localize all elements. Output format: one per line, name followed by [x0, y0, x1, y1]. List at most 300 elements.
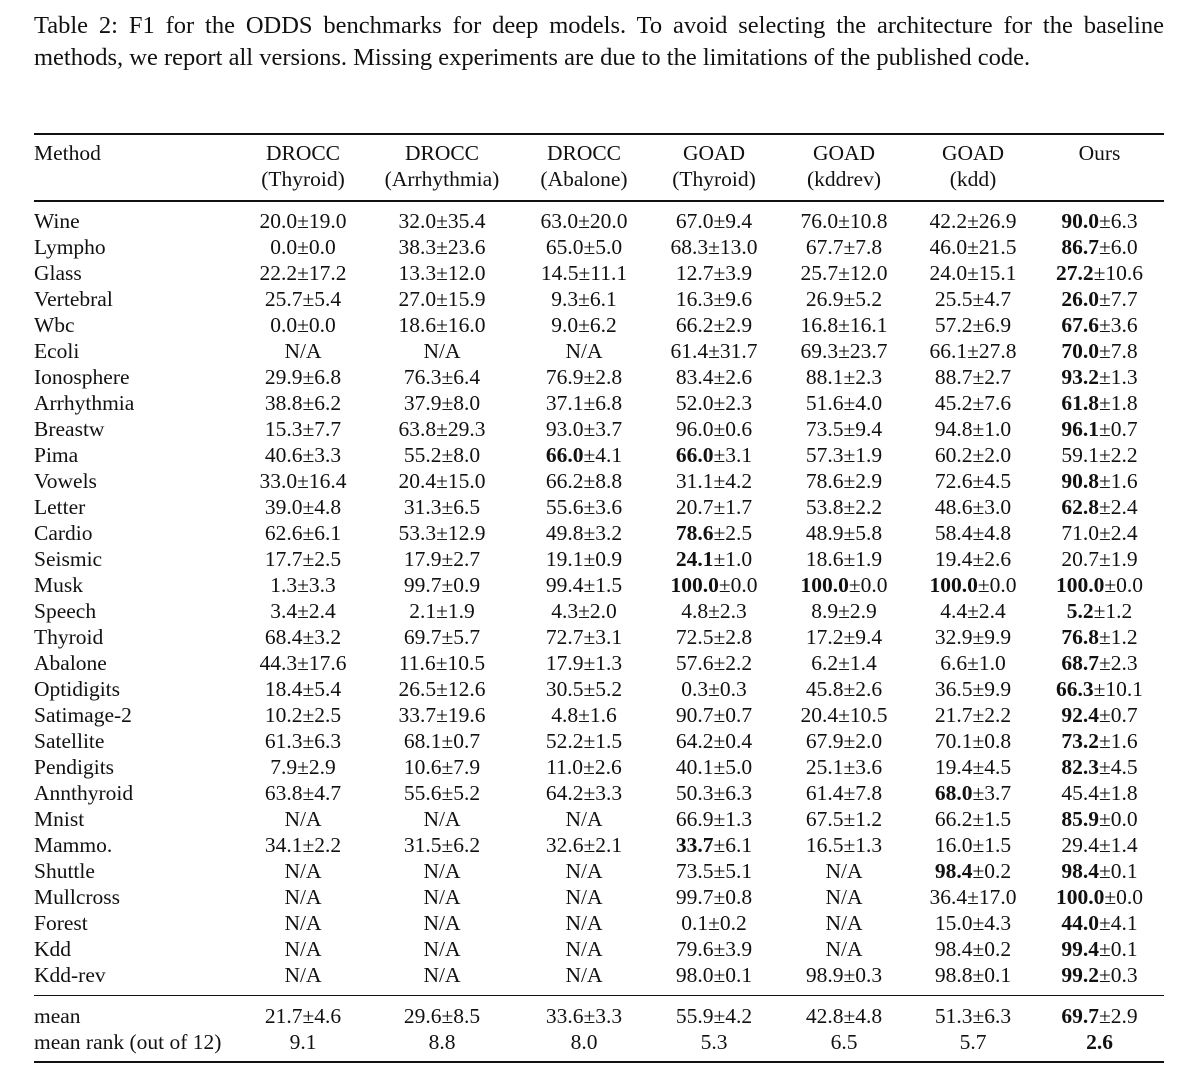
table-cell: [1035, 338, 1164, 364]
std-value: 6.3: [1110, 209, 1138, 233]
std-value: 1.3: [595, 651, 623, 675]
table-cell: [651, 442, 777, 468]
row-label: mean: [34, 1004, 81, 1028]
table-cell: [367, 676, 517, 702]
std-value: 3.3: [308, 573, 336, 597]
plus-minus-sign: ±: [578, 313, 590, 337]
table-cell: [367, 201, 517, 234]
row-label: mean rank (out of 12): [34, 1030, 222, 1054]
mean-value: 61.4: [670, 339, 709, 363]
best-mean-value: 82.3: [1061, 755, 1099, 779]
plus-minus-sign: ±: [708, 599, 720, 623]
row-label: Thyroid: [34, 625, 104, 649]
row-label: Kdd: [34, 937, 72, 961]
std-value: 12.0: [447, 261, 486, 285]
mean-value: 16.8: [800, 313, 839, 337]
plus-minus-sign: ±: [436, 677, 448, 701]
std-value: 5.1: [725, 859, 753, 883]
best-mean-value: 86.7: [1061, 235, 1099, 259]
table-cell: [239, 416, 367, 442]
table-cell: [777, 962, 911, 996]
na-value: N/A: [423, 963, 461, 987]
plus-minus-sign: ±: [302, 781, 315, 805]
plus-minus-sign: ±: [843, 365, 856, 389]
plus-minus-sign: ±: [972, 1004, 985, 1028]
std-value: 1.3: [855, 833, 883, 857]
table-cell: [517, 858, 651, 884]
table-row-shuttle: [34, 858, 1164, 884]
table-cell: [651, 702, 777, 728]
mean-value: 45.4: [1061, 781, 1099, 805]
std-value: 2.3: [855, 365, 883, 389]
table-cell: [517, 234, 651, 260]
results-table-wrapper: [34, 133, 1164, 1063]
table-cell: [777, 598, 911, 624]
mean-value: 5.3: [700, 1030, 728, 1054]
mean-value: 4.8: [551, 703, 579, 727]
mean-value: 63.8: [398, 417, 437, 441]
plus-minus-sign: ±: [436, 313, 448, 337]
std-value: 2.6: [984, 547, 1012, 571]
mean-value: 99.7: [403, 573, 442, 597]
plus-minus-sign: ±: [583, 781, 596, 805]
row-label: Wbc: [34, 313, 75, 337]
mean-value: 3.4: [270, 599, 298, 623]
std-value: 2.2: [984, 703, 1012, 727]
table-cell: [1035, 858, 1164, 884]
mean-value: 19.4: [934, 755, 973, 779]
plus-minus-sign: ±: [713, 365, 726, 389]
mean-value: 30.5: [545, 677, 584, 701]
std-value: 15.1: [978, 261, 1017, 285]
std-value: 0.8: [984, 729, 1012, 753]
mean-value: 15.0: [934, 911, 973, 935]
table-cell: [651, 728, 777, 754]
mean-value: 22.2: [259, 261, 298, 285]
mean-value: 59.1: [1061, 443, 1099, 467]
plus-minus-sign: ±: [972, 677, 985, 701]
plus-minus-sign: ±: [843, 833, 856, 857]
table-cell: [517, 624, 651, 650]
std-value: 1.6: [1110, 729, 1138, 753]
best-mean-value: 24.1: [675, 547, 714, 571]
column-subheader: (kdd): [949, 167, 997, 191]
std-value: 4.1: [595, 443, 623, 467]
best-mean-value: 66.0: [675, 443, 714, 467]
std-value: 7.8: [855, 235, 883, 259]
std-value: 23.6: [447, 235, 486, 259]
plus-minus-sign: ±: [713, 1004, 726, 1028]
mean-value: 29.4: [1061, 833, 1099, 857]
plus-minus-sign: ±: [972, 755, 985, 779]
table-cell: [517, 598, 651, 624]
plus-minus-sign: ±: [838, 599, 850, 623]
plus-minus-sign: ±: [302, 443, 315, 467]
mean-value: 45.2: [934, 391, 973, 415]
mean-value: 33.6: [545, 1004, 584, 1028]
std-value: 4.7: [984, 287, 1012, 311]
plus-minus-sign: ±: [583, 677, 596, 701]
plus-minus-sign: ±: [843, 1004, 856, 1028]
table-cell: [777, 728, 911, 754]
mean-value: 55.6: [545, 495, 584, 519]
table-cell: [1035, 780, 1164, 806]
mean-value: 10.2: [264, 703, 303, 727]
table-cell: [777, 286, 911, 312]
mean-value: 98.8: [934, 963, 973, 987]
plus-minus-sign: ±: [843, 521, 856, 545]
plus-minus-sign: ±: [436, 287, 448, 311]
plus-minus-sign: ±: [967, 339, 979, 363]
table-cell: [367, 312, 517, 338]
table-cell: [367, 494, 517, 520]
std-value: 0.0: [1116, 573, 1144, 597]
plus-minus-sign: ±: [1098, 495, 1111, 519]
table-cell: [777, 832, 911, 858]
table-cell: [911, 702, 1035, 728]
row-label: Arrhythmia: [34, 391, 135, 415]
mean-value: 21.7: [264, 1004, 303, 1028]
plus-minus-sign: ±: [583, 391, 596, 415]
table-cell: [777, 624, 911, 650]
plus-minus-sign: ±: [838, 339, 850, 363]
mean-value: 29.9: [264, 365, 303, 389]
row-label: Ionosphere: [34, 365, 130, 389]
std-value: 1.0: [725, 547, 753, 571]
table-cell: [239, 390, 367, 416]
std-value: 0.1: [1110, 937, 1138, 961]
std-value: 4.8: [314, 495, 342, 519]
std-value: 2.6: [594, 755, 622, 779]
plus-minus-sign: ±: [1098, 729, 1111, 753]
std-value: 5.0: [725, 755, 753, 779]
std-value: 0.0: [308, 313, 336, 337]
mean-value: 13.3: [398, 261, 437, 285]
plus-minus-sign: ±: [1093, 677, 1106, 701]
mean-value: 8.0: [570, 1030, 598, 1054]
mean-value: 63.0: [540, 209, 579, 233]
std-value: 12.0: [849, 261, 888, 285]
std-value: 3.2: [314, 625, 342, 649]
plus-minus-sign: ±: [1098, 625, 1111, 649]
plus-minus-sign: ±: [972, 625, 985, 649]
table-cell: [517, 546, 651, 572]
plus-minus-sign: ±: [843, 443, 856, 467]
plus-minus-sign: ±: [713, 833, 726, 857]
std-value: 4.7: [314, 781, 342, 805]
table-cell: [1035, 494, 1164, 520]
results-table: [34, 133, 1164, 1063]
plus-minus-sign: ±: [441, 365, 454, 389]
std-value: 3.1: [595, 625, 623, 649]
column-header: DROCC: [404, 141, 480, 165]
best-mean-value: 100.0: [929, 573, 978, 597]
std-value: 5.7: [453, 625, 481, 649]
table-row-optidigits: [34, 676, 1164, 702]
plus-minus-sign: ±: [583, 365, 596, 389]
std-value: 15.9: [447, 287, 486, 311]
plus-minus-sign: ±: [441, 625, 454, 649]
table-row-satellite: [34, 728, 1164, 754]
table-cell: [367, 338, 517, 364]
table-cell: [777, 468, 911, 494]
plus-minus-sign: ±: [436, 235, 448, 259]
plus-minus-sign: ±: [302, 521, 315, 545]
plus-minus-sign: ±: [436, 469, 448, 493]
row-label: Speech: [34, 599, 97, 623]
mean-value: 34.1: [264, 833, 303, 857]
plus-minus-sign: ±: [297, 209, 309, 233]
table-cell: [1035, 910, 1164, 936]
mean-value: 16.0: [934, 833, 973, 857]
mean-value: 58.4: [934, 521, 973, 545]
table-cell: [911, 676, 1035, 702]
best-mean-value: 61.8: [1061, 391, 1099, 415]
header-row-1: [34, 134, 1164, 166]
std-value: 2.7: [453, 547, 481, 571]
table-cell: [517, 910, 651, 936]
std-value: 5.2: [595, 677, 623, 701]
std-value: 9.9: [984, 625, 1012, 649]
mean-value: 64.2: [545, 781, 584, 805]
table-cell: [651, 676, 777, 702]
std-value: 8.0: [453, 391, 481, 415]
best-mean-value: 98.4: [934, 859, 973, 883]
table-cell: [367, 884, 517, 910]
table-cell: [651, 962, 777, 996]
table-cell: [367, 416, 517, 442]
std-value: 0.2: [984, 859, 1012, 883]
std-value: 2.4: [978, 599, 1006, 623]
plus-minus-sign: ±: [583, 547, 596, 571]
table-cell: [517, 884, 651, 910]
std-value: 17.2: [308, 261, 347, 285]
column-subheader: [34, 166, 239, 201]
std-value: 1.9: [447, 599, 475, 623]
plus-minus-sign: ±: [972, 521, 985, 545]
mean-value: 7.9: [270, 755, 298, 779]
best-mean-value: 33.7: [675, 833, 714, 857]
std-value: 1.5: [595, 729, 623, 753]
std-value: 1.3: [1110, 365, 1138, 389]
plus-minus-sign: ±: [583, 235, 596, 259]
table-cell: [651, 546, 777, 572]
plus-minus-sign: ±: [302, 391, 315, 415]
table-cell: [239, 364, 367, 390]
best-mean-value: 68.7: [1061, 651, 1099, 675]
plus-minus-sign: ±: [302, 703, 315, 727]
std-value: 2.8: [595, 365, 623, 389]
table-cell: [777, 936, 911, 962]
std-value: 2.0: [984, 443, 1012, 467]
row-label: Mullcross: [34, 885, 120, 909]
best-mean-value: 44.0: [1061, 911, 1099, 935]
table-row-mullcross: [34, 884, 1164, 910]
table-cell: [1035, 520, 1164, 546]
table-cell: [367, 910, 517, 936]
best-mean-value: 66.0: [545, 443, 584, 467]
table-cell: [517, 728, 651, 754]
mean-value: 37.9: [403, 391, 442, 415]
table-cell: [651, 1029, 777, 1062]
plus-minus-sign: ±: [708, 339, 720, 363]
plus-minus-sign: ±: [972, 443, 985, 467]
std-value: 3.6: [855, 755, 883, 779]
best-mean-value: 66.3: [1055, 677, 1094, 701]
table-cell: [651, 780, 777, 806]
plus-minus-sign: ±: [583, 729, 596, 753]
plus-minus-sign: ±: [972, 781, 985, 805]
mean-value: 14.5: [540, 261, 579, 285]
std-value: 6.1: [589, 287, 617, 311]
column-header: Ours: [1078, 141, 1121, 165]
std-value: 1.7: [725, 495, 753, 519]
row-label: Cardio: [34, 521, 93, 545]
table-cell: [651, 416, 777, 442]
std-value: 3.7: [595, 417, 623, 441]
plus-minus-sign: ±: [713, 287, 726, 311]
table-cell: [651, 338, 777, 364]
mean-value: 15.3: [264, 417, 303, 441]
table-cell: [651, 910, 777, 936]
std-value: 3.3: [314, 443, 342, 467]
na-value: N/A: [423, 911, 461, 935]
table-cell: [239, 910, 367, 936]
row-label: Annthyroid: [34, 781, 134, 805]
table-cell: [1035, 650, 1164, 676]
std-value: 0.1: [984, 963, 1012, 987]
plus-minus-sign: ±: [1098, 755, 1111, 779]
table-cell: [517, 832, 651, 858]
mean-value: 32.9: [934, 625, 973, 649]
plus-minus-sign: ±: [1098, 521, 1111, 545]
plus-minus-sign: ±: [713, 261, 726, 285]
table-cell: [911, 624, 1035, 650]
plus-minus-sign: ±: [583, 495, 596, 519]
table-cell: [911, 910, 1035, 936]
plus-minus-sign: ±: [972, 287, 985, 311]
std-value: 8.8: [595, 469, 623, 493]
na-value: N/A: [825, 911, 863, 935]
mean-value: 66.1: [929, 339, 968, 363]
table-cell: [517, 962, 651, 996]
std-value: 0.9: [453, 573, 481, 597]
mean-value: 49.8: [545, 521, 584, 545]
na-value: N/A: [825, 885, 863, 909]
mean-value: 68.3: [670, 235, 709, 259]
table-cell: [367, 996, 517, 1030]
plus-minus-sign: ±: [972, 911, 985, 935]
table-cell: [1035, 286, 1164, 312]
plus-minus-sign: ±: [583, 755, 595, 779]
std-value: 6.8: [314, 365, 342, 389]
row-label: Abalone: [34, 651, 107, 675]
table-cell: [777, 442, 911, 468]
table-cell: [367, 572, 517, 598]
mean-value: 20.0: [259, 209, 298, 233]
table-cell: [367, 598, 517, 624]
column-header: DROCC: [546, 141, 622, 165]
mean-value: 79.6: [675, 937, 714, 961]
row-label: Wine: [34, 209, 80, 233]
table-cell: [911, 234, 1035, 260]
plus-minus-sign: ±: [1098, 209, 1111, 233]
plus-minus-sign: ±: [297, 261, 309, 285]
na-value: N/A: [565, 937, 603, 961]
plus-minus-sign: ±: [838, 261, 850, 285]
table-cell: [239, 806, 367, 832]
table-row-thyroid: [34, 624, 1164, 650]
table-cell: [239, 676, 367, 702]
best-mean-value: 26.0: [1061, 287, 1099, 311]
plus-minus-sign: ±: [302, 625, 315, 649]
std-value: 27.8: [978, 339, 1017, 363]
plus-minus-sign: ±: [967, 885, 979, 909]
column-header: GOAD: [812, 141, 876, 165]
table-cell: [239, 754, 367, 780]
mean-value: 52.0: [675, 391, 714, 415]
table-row-annthyroid: [34, 780, 1164, 806]
plus-minus-sign: ±: [435, 651, 448, 675]
std-value: 1.5: [984, 833, 1012, 857]
table-row-kdd-rev: [34, 962, 1164, 996]
std-value: 10.8: [849, 209, 888, 233]
best-mean-value: 100.0: [1055, 885, 1105, 909]
std-value: 7.6: [984, 391, 1012, 415]
std-value: 9.9: [984, 677, 1012, 701]
std-value: 1.9: [1110, 547, 1138, 571]
plus-minus-sign: ±: [843, 235, 856, 259]
table-cell: [777, 996, 911, 1030]
mean-value: 38.8: [264, 391, 303, 415]
plus-minus-sign: ±: [578, 703, 590, 727]
table-cell: [911, 832, 1035, 858]
plus-minus-sign: ±: [1098, 547, 1111, 571]
table-cell: [239, 858, 367, 884]
plus-minus-sign: ±: [1098, 391, 1111, 415]
mean-value: 42.2: [929, 209, 968, 233]
table-cell: [517, 286, 651, 312]
std-value: 6.2: [453, 833, 481, 857]
plus-minus-sign: ±: [297, 755, 309, 779]
plus-minus-sign: ±: [972, 495, 985, 519]
plus-minus-sign: ±: [583, 417, 596, 441]
plus-minus-sign: ±: [838, 313, 850, 337]
table-cell: [239, 201, 367, 234]
std-value: 7.8: [1110, 339, 1138, 363]
mean-value: 50.3: [675, 781, 714, 805]
table-cell: [777, 650, 911, 676]
table-cell: [367, 806, 517, 832]
table-cell: [517, 468, 651, 494]
mean-value: 68.4: [264, 625, 303, 649]
plus-minus-sign: ±: [1098, 911, 1111, 935]
mean-value: 55.9: [675, 1004, 714, 1028]
mean-value: 20.7: [675, 495, 714, 519]
row-label: Kdd-rev: [34, 963, 106, 987]
std-value: 1.9: [855, 443, 883, 467]
table-cell: [239, 780, 367, 806]
table-cell: [367, 468, 517, 494]
plus-minus-sign: ±: [843, 729, 856, 753]
plus-minus-sign: ±: [1098, 287, 1111, 311]
row-label: Pendigits: [34, 755, 115, 779]
table-cell: [517, 996, 651, 1030]
mean-value: 6.6: [940, 651, 968, 675]
table-cell: [367, 832, 517, 858]
std-value: 10.6: [1105, 261, 1144, 285]
table-cell: [1035, 546, 1164, 572]
